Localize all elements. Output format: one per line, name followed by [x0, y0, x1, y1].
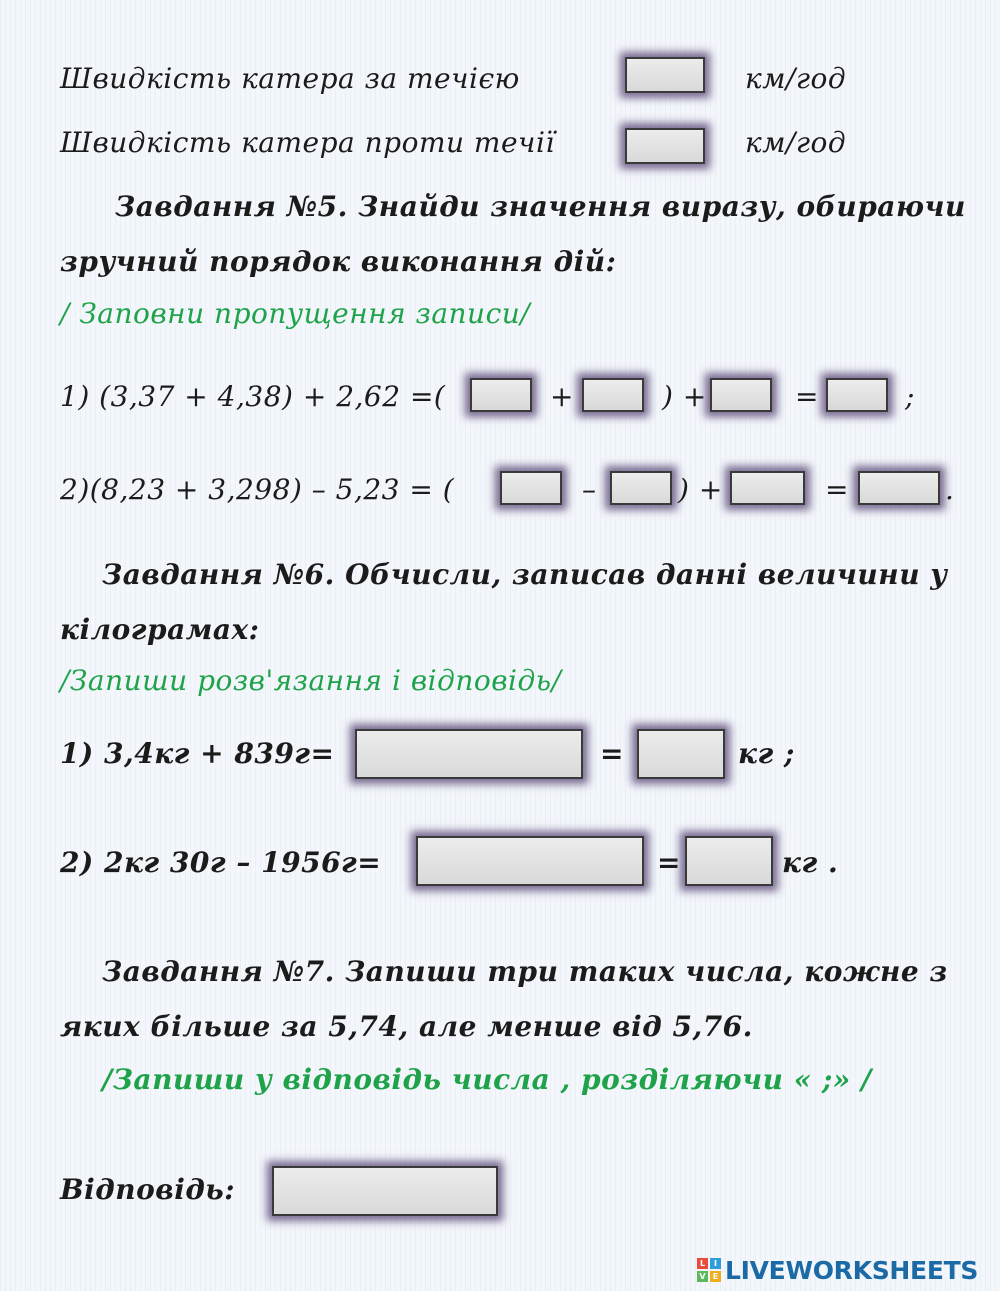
logo-text: LIVEWORKSHEETS: [725, 1255, 979, 1285]
liveworksheets-logo[interactable]: [697, 1255, 978, 1285]
task5-ex2-minus: –: [582, 473, 597, 506]
logo-letter: I: [710, 1258, 721, 1269]
task6-ex1-expression: 1) 3,4кг + 839г=: [60, 737, 335, 770]
speed-upstream-label: Швидкість катера проти течії: [60, 126, 555, 159]
task6-heading-line2: кілограмах:: [60, 613, 260, 646]
task6-ex1-equals: =: [600, 737, 624, 770]
task5-ex2-input-4[interactable]: [858, 471, 940, 505]
task5-ex2-expression: 2)(8,23 + 3,298) – 5,23 = (: [60, 473, 455, 506]
task5-ex1-input-3[interactable]: [710, 378, 772, 412]
speed-downstream-label: Швидкість катера за течією: [60, 62, 520, 95]
task5-ex2-input-1[interactable]: [500, 471, 562, 505]
speed-upstream-input[interactable]: [625, 128, 705, 164]
task5-ex2-end: .: [945, 473, 955, 506]
task6-ex2-expression: 2) 2кг 30г – 1956г=: [60, 846, 382, 879]
task6-heading-line1: Завдання №6. Обчисли, записав данні величини у: [102, 558, 948, 591]
logo-letter: L: [697, 1258, 708, 1269]
task5-ex1-expression: 1) (3,37 + 4,38) + 2,62 =(: [60, 380, 446, 413]
task6-hint: /Запиши розв'язання і відповідь/: [60, 664, 562, 697]
task7-answer-input[interactable]: [272, 1166, 498, 1216]
task5-ex1-input-4[interactable]: [826, 378, 888, 412]
task5-heading-line1: Завдання №5. Знайди значення виразу, обираючи: [115, 190, 966, 223]
task5-hint: / Заповни пропущення записи/: [60, 297, 531, 330]
task6-ex2-answer-input[interactable]: [685, 836, 773, 886]
speed-downstream-unit: км/год: [745, 62, 847, 95]
task6-ex2-unit: кг .: [782, 846, 839, 879]
task5-ex2-input-2[interactable]: [610, 471, 672, 505]
logo-letter: V: [697, 1271, 708, 1282]
task5-ex1-close-plus: ) +: [662, 380, 707, 413]
task5-heading-line2: зручний порядок виконання дій:: [60, 245, 617, 278]
task7-hint: /Запиши у відповідь числа , розділяючи « ;» /: [102, 1063, 872, 1096]
task5-ex1-equals: =: [795, 380, 819, 413]
logo-grid-icon: [697, 1258, 721, 1282]
task5-ex1-input-1[interactable]: [470, 378, 532, 412]
task5-ex1-end: ;: [905, 380, 915, 413]
task7-heading-line2: яких більше за 5,74, але менше від 5,76.: [60, 1010, 753, 1043]
task7-answer-label: Відповідь:: [60, 1173, 236, 1206]
task5-ex1-input-2[interactable]: [582, 378, 644, 412]
task5-ex2-input-3[interactable]: [730, 471, 805, 505]
task7-heading-line1: Завдання №7. Запиши три таких числа, кожне з: [102, 955, 948, 988]
task6-ex2-solution-input[interactable]: [416, 836, 644, 886]
speed-upstream-unit: км/год: [745, 126, 847, 159]
speed-downstream-input[interactable]: [625, 57, 705, 93]
logo-letter: E: [710, 1271, 721, 1282]
task6-ex1-answer-input[interactable]: [637, 729, 725, 779]
task5-ex2-close-plus: ) +: [678, 473, 723, 506]
task6-ex1-unit: кг ;: [738, 737, 795, 770]
task5-ex2-equals: =: [825, 473, 849, 506]
task5-ex1-plus: +: [550, 380, 574, 413]
task6-ex2-equals: =: [657, 846, 681, 879]
task6-ex1-solution-input[interactable]: [355, 729, 583, 779]
